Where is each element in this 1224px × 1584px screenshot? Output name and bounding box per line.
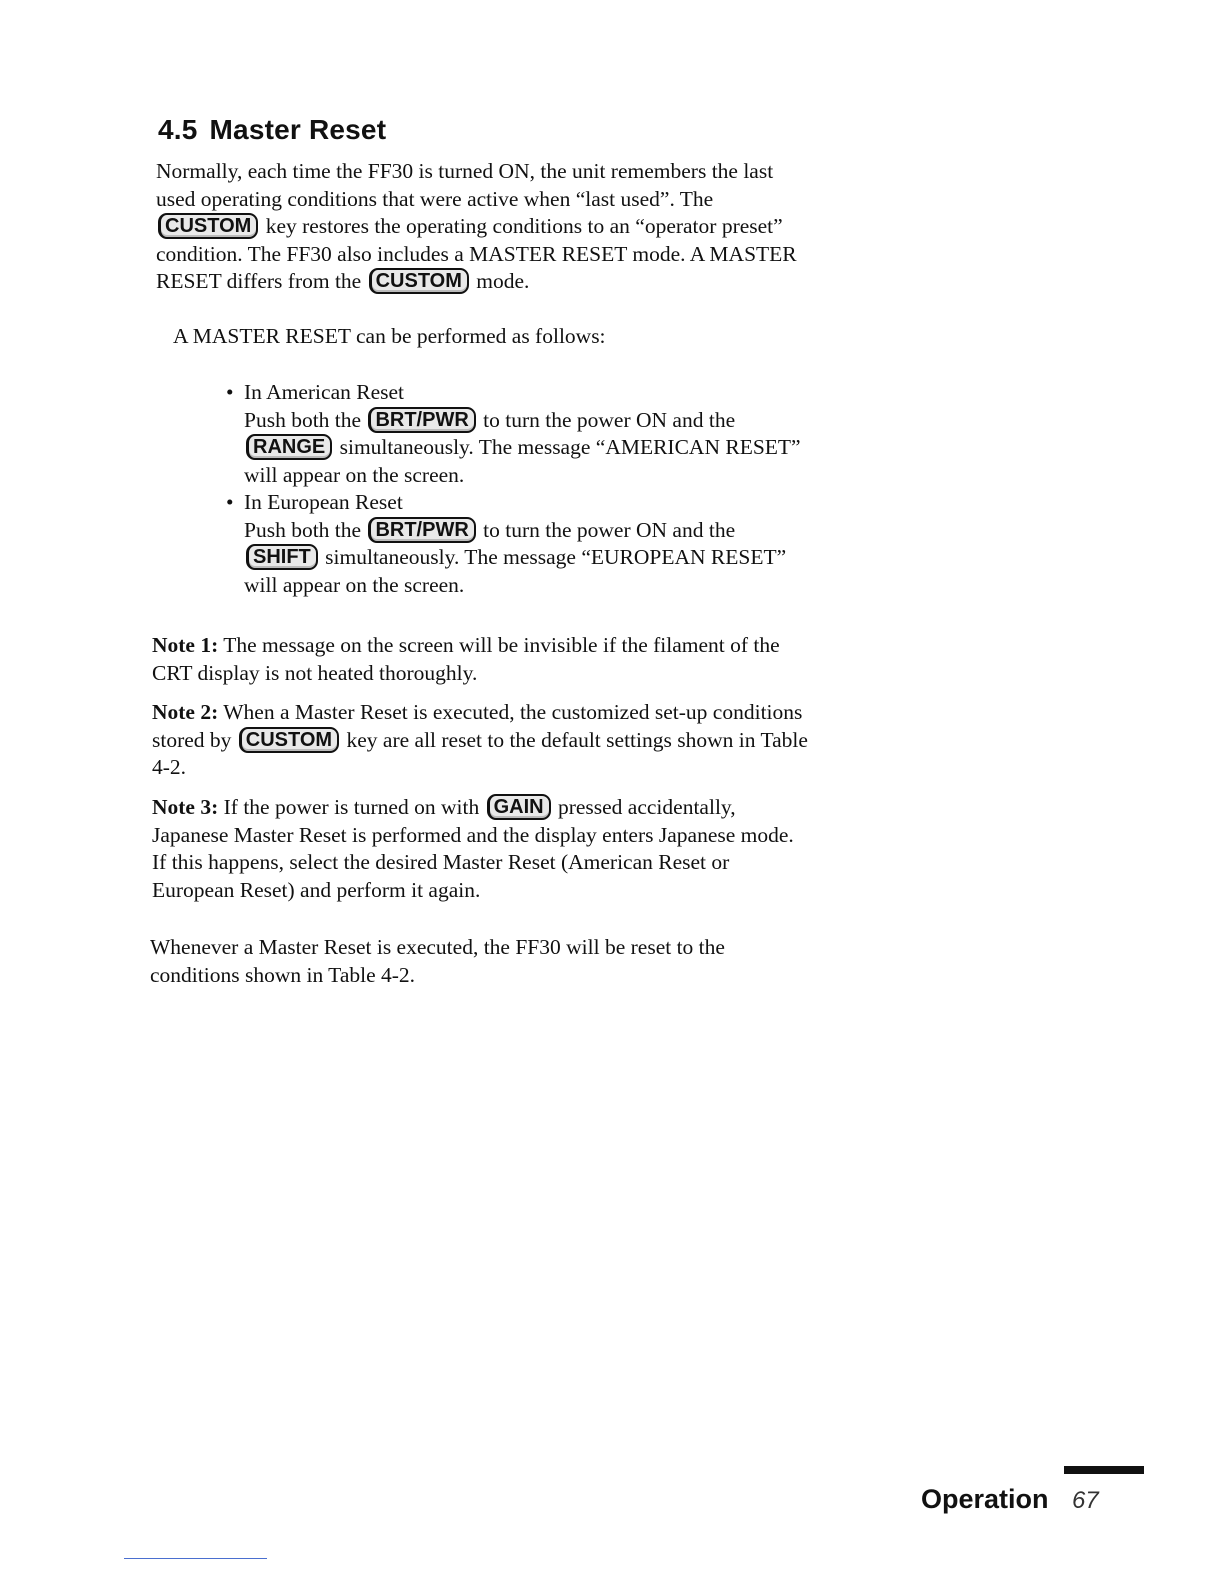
- note-label: Note 1:: [152, 633, 219, 657]
- bullet-icon: •: [226, 490, 234, 514]
- brt-pwr-key-label: BRT/PWR: [368, 517, 475, 543]
- bullet-icon: •: [226, 380, 234, 404]
- note-2: [152, 699, 812, 782]
- intro-paragraph: [156, 158, 816, 296]
- note-text: When a Master Reset is executed, the customized set-up conditions stored by: [152, 700, 803, 752]
- note-label: Note 3:: [152, 795, 219, 819]
- page-number: 67: [1072, 1487, 1099, 1514]
- list-item-text: simultaneously. The message “AMERICAN RESET” will appear on the screen.: [244, 435, 801, 487]
- list-item-european-reset: [226, 489, 816, 599]
- list-item-text: simultaneously. The message “EUROPEAN RESET” will appear on the screen.: [244, 545, 787, 597]
- reset-procedure-list: [226, 379, 816, 599]
- shift-key-label: SHIFT: [246, 544, 318, 570]
- final-paragraph: Whenever a Master Reset is executed, the FF30 will be reset to the conditions shown in Table 4-2.: [150, 935, 725, 987]
- howto-paragraph: A MASTER RESET can be performed as follows:: [173, 324, 606, 348]
- intro-text-2: key restores the operating conditions to an “operator preset” condition. The FF30 also includes a MASTER RESET mode. A MASTER RESET differs from the: [156, 214, 797, 293]
- list-item-text: Push both the: [244, 407, 367, 432]
- brt-pwr-key-label: BRT/PWR: [368, 407, 475, 433]
- list-item-text: to turn the power ON and the: [477, 407, 736, 432]
- list-item-text: Push both the: [244, 517, 367, 542]
- footer-section-name: Operation: [921, 1484, 1049, 1514]
- custom-key-label: CUSTOM: [239, 727, 339, 753]
- note-text: The message on the screen will be invisible if the filament of the CRT display is not heated thoroughly.: [152, 633, 780, 685]
- bottom-divider: [124, 1558, 267, 1559]
- note-text: If the power is turned on with: [218, 795, 485, 819]
- section-heading: [158, 114, 386, 146]
- note-1: [152, 632, 812, 687]
- section-title: Master Reset: [209, 114, 387, 145]
- footer-rule: [1064, 1466, 1144, 1474]
- note-3: [152, 794, 812, 904]
- section-number: 4.5: [158, 114, 198, 145]
- intro-text-3: mode.: [470, 269, 530, 293]
- custom-key-label: CUSTOM: [369, 268, 469, 294]
- note-text: key are all reset to the default settings shown in Table 4-2.: [152, 727, 808, 779]
- gain-key-label: GAIN: [487, 794, 551, 820]
- custom-key-label: CUSTOM: [158, 213, 258, 239]
- list-item-american-reset: [226, 379, 816, 489]
- intro-text-1: Normally, each time the FF30 is turned ON, the unit remembers the last used operating conditions that were active when “last used”. The: [156, 159, 774, 211]
- list-item-title: In American Reset: [244, 380, 405, 404]
- list-item-title: In European Reset: [244, 490, 403, 514]
- list-item-text: to turn the power ON and the: [477, 517, 736, 542]
- range-key-label: RANGE: [246, 434, 332, 460]
- note-label: Note 2:: [152, 700, 219, 724]
- note-text: pressed accidentally, Japanese Master Reset is performed and the display enters Japanese mode. If this happens, select the desired Master Reset (American Reset or European Reset) and perform it again.: [152, 795, 794, 902]
